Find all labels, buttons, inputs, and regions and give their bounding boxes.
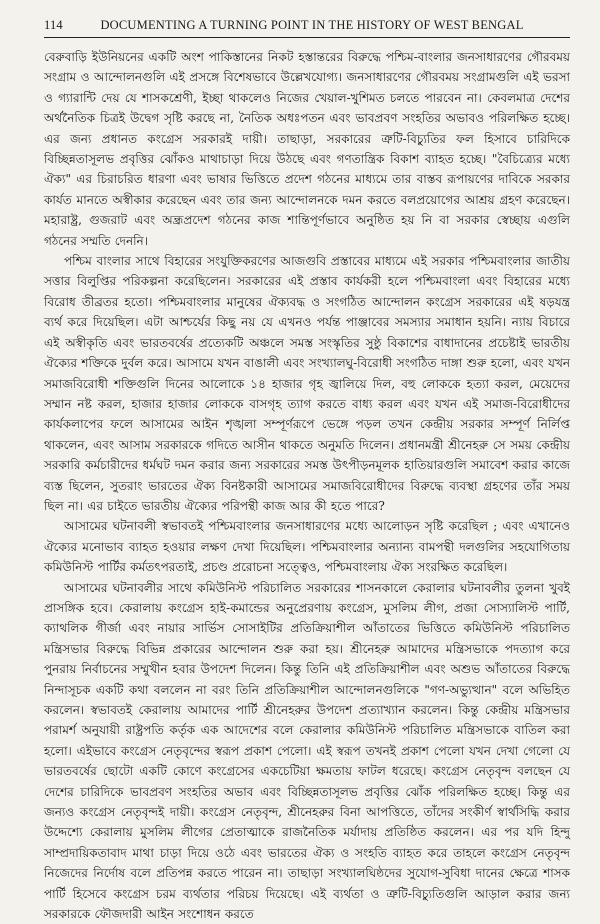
running-title: DOCUMENTING A TURNING POINT IN THE HISTORY OF WEST BENGAL (100, 18, 524, 32)
paragraph-kerala-comparison: আসামের ঘটনাবলীর সাথে কমিউনিস্ট পরিচালিত সরকারের শাসনকালে কেরালার ঘটনাবলীর তুলনা খুবই প্রাসঙ্গিক হবে। কেরালায় কংগ্রেস হাই-কমান্ডের অনুপ্রেরণায় কংগ্রেস, মুসলিম লীগ, প্রজা সোস্যালিস্ট পার্টি, ক্যাথলিক গীর্জা এবং নায়ার সার্ভিস সোসাইটির প্রতিক্রিয়াশীল আঁতাতের ভিত্তিতে কমিউনিস্ট পরিচালিত মন্ত্রিসভার বিরুদ্ধে বিভিন্ন প্রকারের আন্দোলন শুরু করা হয়। শ্রীনেহরু আমাদের মন্ত্রিসভাকে পদত্যাগ করে পুনরায় নির্বাচনের সম্মুখীন হবার উপদেশ দিলেন। কিন্তু তিনি এই প্রতিক্রিয়াশীল এবং অশুভ আঁতাতের বিরুদ্ধে নিন্দাসূচক একটি কথা বললেন না বরং তিনি প্রতিক্রিয়াশীল আন্দোলনগুলিকে "গণ-অভ্যুত্থান" বলে অভিহিত করলেন। স্বভাবতই কেরালায় আমাদের পার্টি শ্রীনেহরুর উপদেশ প্রত্যাখ্যান করলেন। কিন্তু কেন্দ্রীয় মন্ত্রিসভার পরামর্শ অনুযায়ী রাষ্ট্রপতি কর্তৃক এক আদেশের বলে কেরালার কমিউনিস্ট পরিচালিত মন্ত্রিসভাকে বাতিল করা হলো। এইভাবে কংগ্রেস নেতৃবৃন্দের স্বরূপ প্রকাশ পেলো। এই স্বরূপ তখনই প্রকাশ পেলো যখন দেখা গেলো যে ভারতবর্ষের ছোটো একটি কোণে কংগ্রেসের একচেটিয়া ক্ষমতায় ফাটল ধরেছে। কংগ্রেস নেতৃবৃন্দ বলছেন যে দেশের চারিদিকে ভাবপ্রবণ সংহতির অভাব এবং বিচ্ছিন্নতাসূলভ প্রবৃত্তির ঝোঁক পরিলক্ষিত হচ্ছে। কিন্তু এর জন্যও কংগ্রেস নেতৃবৃন্দই দায়ী। কংগ্রেস নেতৃবৃন্দ, শ্রীনেহরুর বিনা আপত্তিতে, তাঁদের সংকীর্ণ স্বার্থসিদ্ধি করার উদ্দেশ্যে কেরালায় মুসলিম লীগের প্রেতাত্মাকে রাজনৈতিক মর্যাদায় প্রতিষ্ঠিত করলেন। এর পর যদি হিন্দু সাম্প্রদায়িকতাবাদ মাথা চাড়া দিয়ে ওঠে এবং ভারতের ঐক্য ও সংহতি ব্যাহত করে তাহলে কংগ্রেস নেতৃবৃন্দ নিজেদের নির্দোষ বলে প্রতিপন্ন করতে পারেন না। তাছাড়া সংখ্যালঘিষ্ঠদের সুযোগ-সুবিধা দানের ক্ষেত্রে শাসক পার্টি হিসেবে কংগ্রেস চরম ব্যর্থতার পরিচয় দিয়েছে। এই ব্যর্থতা ও ত্রুটি-বিচ্যুতিগুলি আড়াল করার জন্য সরকারকে ফৌজদারী আইন সংশোধন করতে (44, 580, 570, 922)
running-header (44, 18, 570, 38)
body-text (44, 47, 570, 922)
paragraph-berubari: বেরুবাড়ি ইউনিয়নের একটি অংশ পাকিস্তানের নিকট হস্তান্তরের বিরুদ্ধে পশ্চিম-বাংলার জনসাধারণের গৌরবময় সংগ্রাম ও আন্দোলনগুলি এই প্রসঙ্গে বিশেষভাবে উল্লেখযোগ্য। জনসাধারণের গৌরবময় সংগ্রামগুলি এই ভরসা ও গ্যারান্টি দেয় যে শাসকশ্রেণী, ইচ্ছা থাকলেও নিজের খেয়াল-খুশিমত চলতে পারবেন না। কেবলমাত্র দেশের অর্থনৈতিক চিত্রই উদ্বেগ সৃষ্টি করছে না, নৈতিক অধঃপতন এবং ভাবপ্রবণ সংহতির অভাবও পরিলক্ষিত হচ্ছে। এর জন্য প্রধানত কংগ্রেস সরকারই দায়ী। তাছাড়া, সরকারের ত্রুটি-বিচ্যুতির ফল হিসাবে চারিদিকে বিচ্ছিন্নতাসূলভ প্রবৃত্তির ঝোঁকও মাথাচাড়া দিয়ে উঠছে এবং গণতান্ত্রিক বিকাশ ব্যাহত হচ্ছে। "বৈচিত্র্যের মধ্যে ঐক্য" এর চিরাচরিত ধারণা এবং ভাষার ভিত্তিতে প্রদেশ গঠনের মাধ্যমে তার বাস্তব রূপায়ণের দাবিকে সরকার কার্যত মানতে অস্বীকার করেছেন এবং তার জন্য আন্দোলনকে দমন করতে বলপ্রয়োগের আশ্রয় গ্রহণ করেছেন। মহারাষ্ট্র, গুজরাট এবং অন্ধ্রপ্রদেশ গঠনের কাজ শান্তিপূর্ণভাবে অনুষ্ঠিত হয় নি বা সরকার স্বেচ্ছায় এগুলি গঠনের সম্মতি দেননি। (44, 50, 570, 248)
paragraph-assam-impact: আসামের ঘটনাবলী স্বভাবতই পশ্চিমবাংলার জনসাধারণের মধ্যে আলোড়ন সৃষ্টি করেছিল ; এবং এখানেও ঐক্যের মনোভাব ব্যাহত হওয়ার লক্ষণ দেখা দিয়েছিল। পশ্চিমবাংলার অন্যান্য বামপন্থী দলগুলির সহযোগিতায় কমিউনিস্ট পার্টির কর্মতৎপরতাই, প্রচণ্ড প্ররোচনা সত্ত্বেও, পশ্চিমবাংলায় ঐক্য সংরক্ষিত করেছিল। (44, 519, 570, 575)
page-number: 114 (44, 18, 63, 32)
paragraph-bihar-merger: পশ্চিম বাংলার সাথে বিহারের সংযুক্তিকরণের আজগুবি প্রস্তাবের মাধ্যমে এই সরকার পশ্চিমবাংলার জাতীয় সত্তার বিলুপ্তির পরিকল্পনা করেছিলেন। সরকারের এই প্রস্তাব কার্যকরী হলে পশ্চিমবাংলা এবং বিহারের মধ্যে বিরোধ তীব্রতর হতো। পশ্চিমবাংলার মানুষের ঐক্যবদ্ধ ও সংগঠিত আন্দোলন কংগ্রেস সরকারের এই ষড়যন্ত্র ব্যর্থ করে দিয়েছিল। এটা আশ্চর্যের কিছু নয় যে এখনও পর্যন্ত পাঞ্জাবের সমস্যার সমাধান হয়নি। ন্যায় বিচারে এই অস্বীকৃতি এবং ভারতবর্ষের প্রত্যেকটি অঞ্চলে সমস্ত সংস্কৃতির সুষ্ঠু বিকাশের বাধাদানের প্রচেষ্টাই ভারতীয় ঐক্যের শক্তিকে দুর্বল করে। আসামে যখন বাঙালী এবং সংখ্যালঘু-বিরোধী সংগঠিত দাঙ্গা শুরু হলো, এবং যখন সমাজবিরোধী শক্তিগুলি দিনের আলোকে ১৪ হাজার গৃহ জ্বালিয়ে দিল, বহু লোককে হত্যা করল, মেয়েদের সম্মান নষ্ট করল, হাজার হাজার লোককে বাসগৃহ ত্যাগ করতে বাধ্য করল এবং যখন এই সমাজ-বিরোধীদের কার্যকলাপের ফলে আসামের আইন শৃঙ্খলা সম্পূর্ণরূপে ভেঙ্গে পড়ল তখন কেন্দ্রীয় সরকার সম্পূর্ণ নির্লিপ্ত থাকলেন, এবং আসাম সরকারকে গদিতে আসীন থাকতে অনুমতি দিলেন। প্রধানমন্ত্রী শ্রীনেহরু সে সময় কেন্দ্রীয় সরকারি কর্মচারীদের ধর্মঘট দমন করার জন্য সরকারের সমস্ত উৎপীড়নমূলক হাতিয়ারগুলি সমাবেশ করার কাজে ব্যস্ত ছিলেন, সুতরাং ভারতের ঐক্য বিনষ্টকারী আসামের সমাজবিরোধীদের বিরুদ্ধে ব্যবস্থা গ্রহণের তাঁর সময় ছিল না। এর চাইতে ভারতীয় ঐক্যের পরিপন্থী কাজ আর কী হতে পারে? (44, 254, 570, 513)
